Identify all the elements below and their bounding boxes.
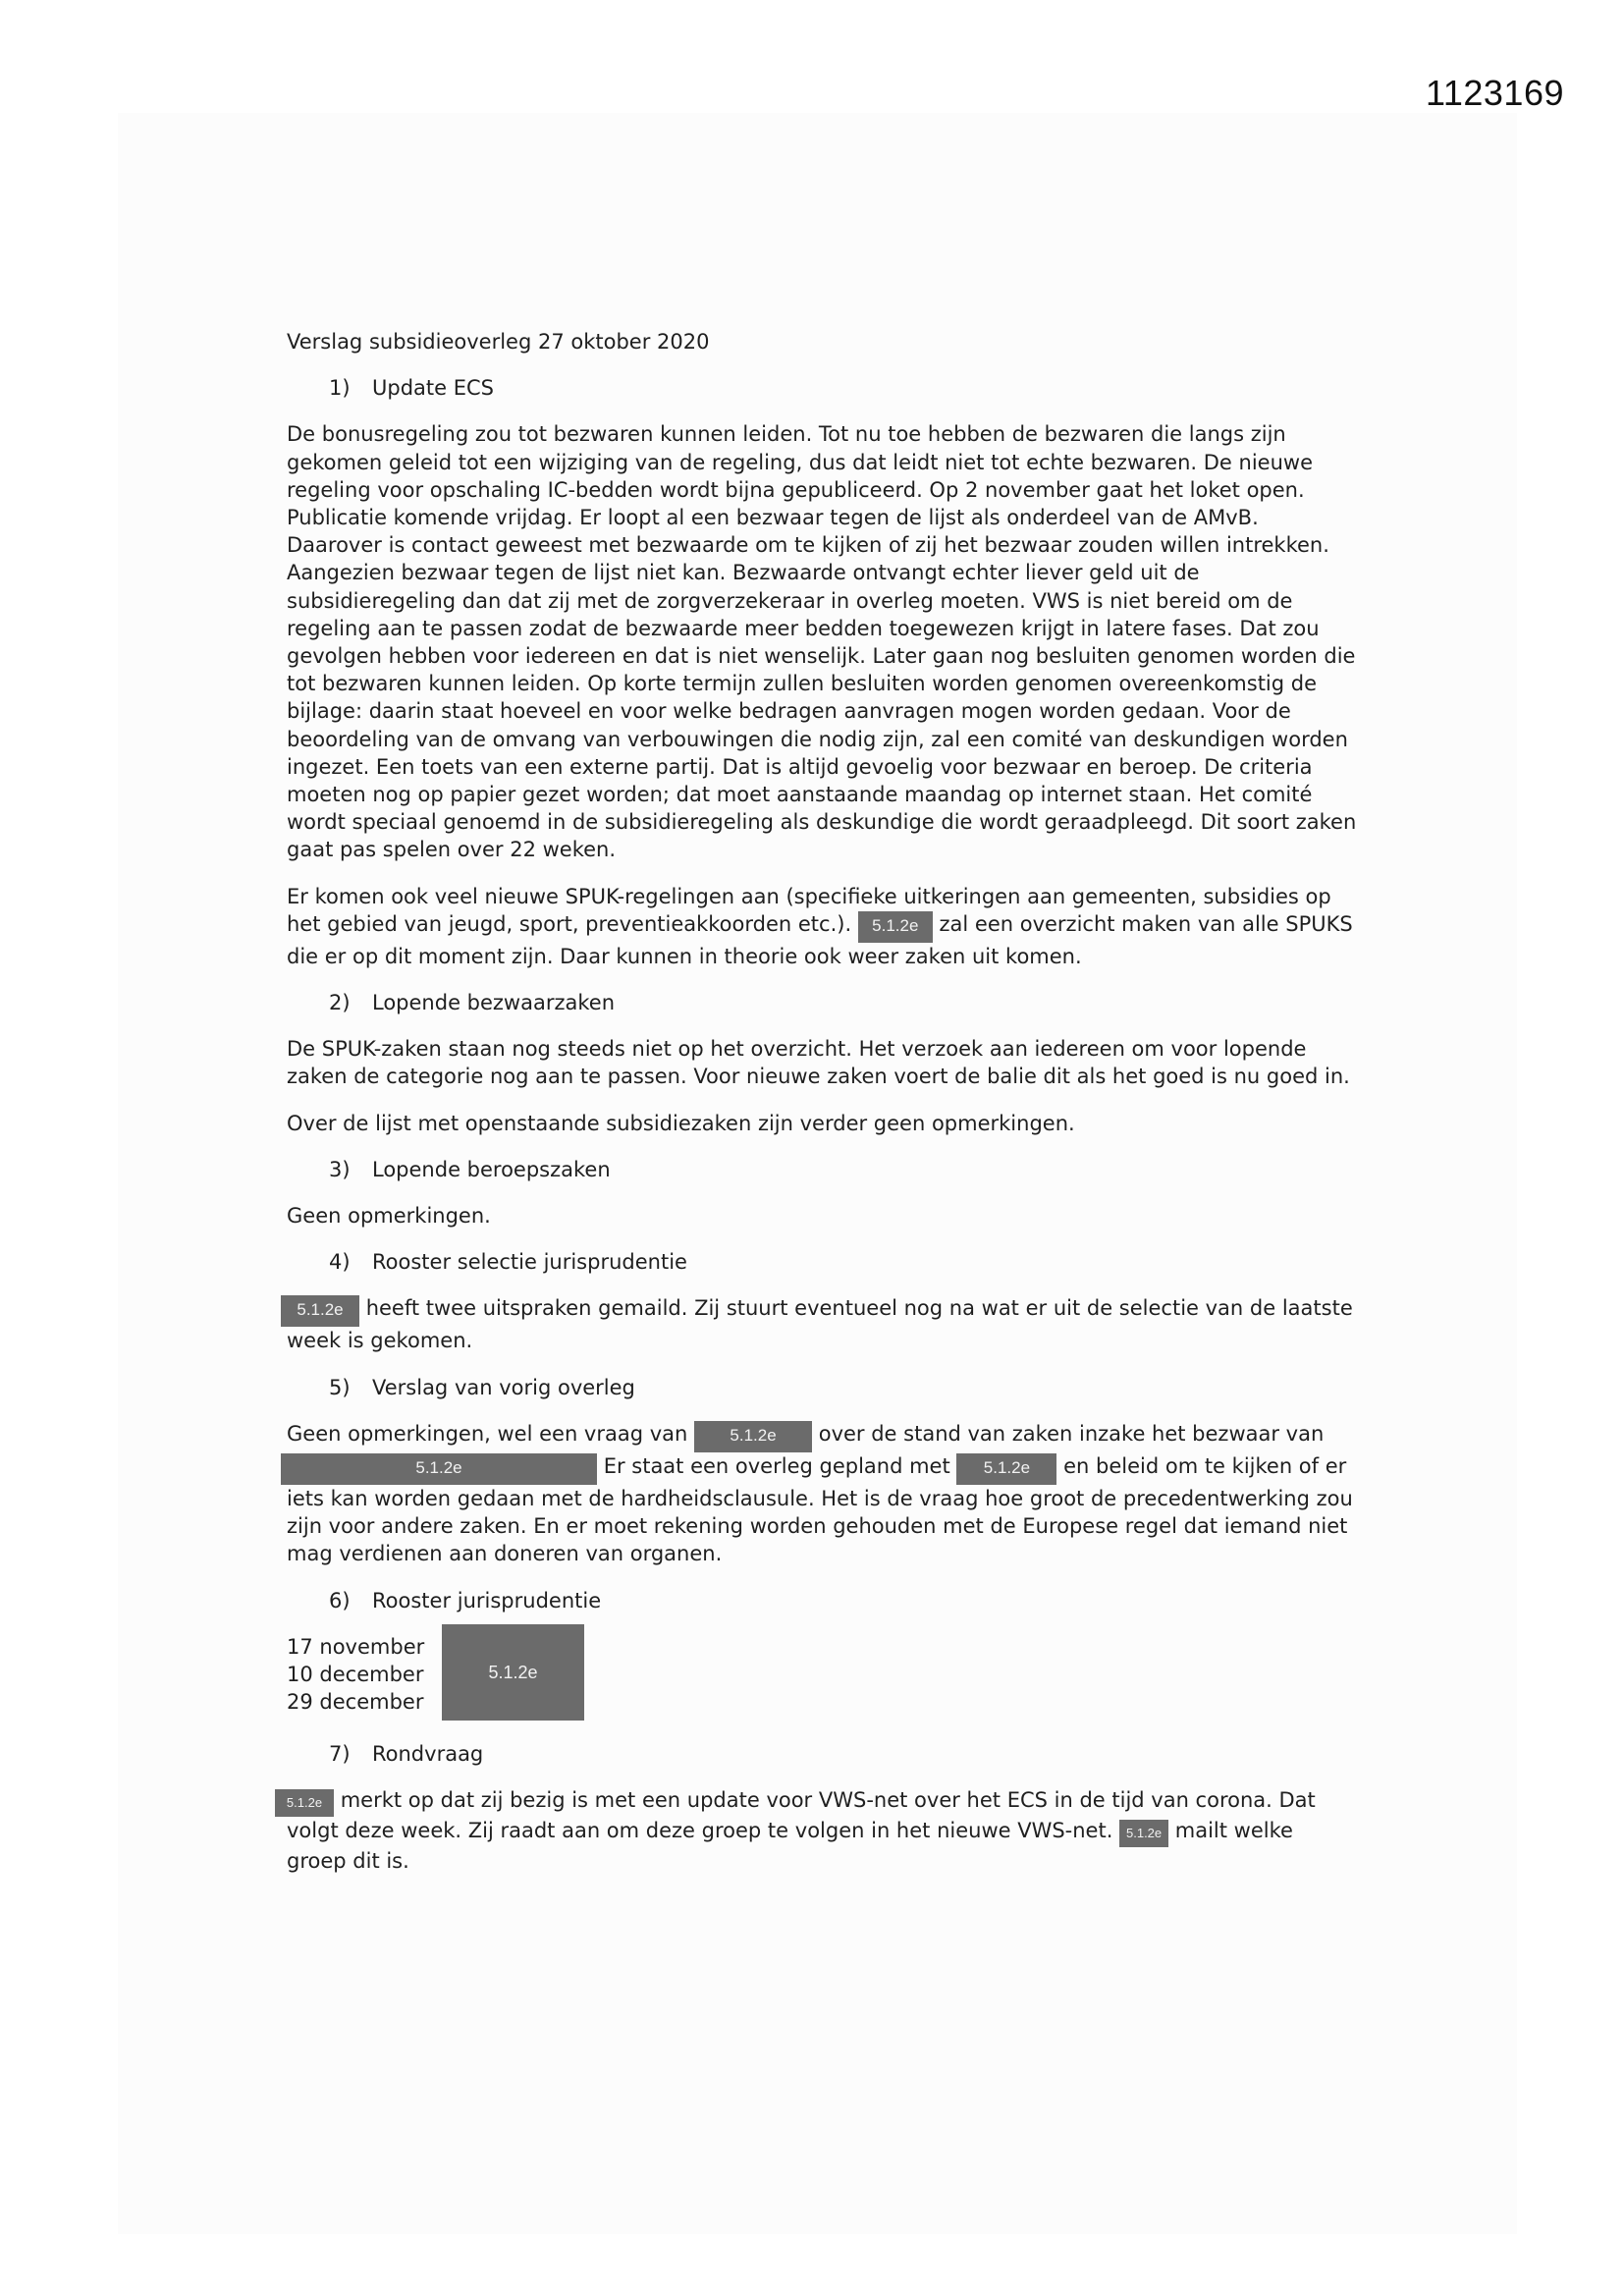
section-heading-7: 7) Rondvraag xyxy=(329,1741,484,1766)
redaction-box: 5.1.2e xyxy=(956,1453,1056,1485)
redaction-box: 5.1.2e xyxy=(275,1789,334,1817)
redaction-box: 5.1.2e xyxy=(1119,1820,1168,1847)
section-heading-6: 6) Rooster jurisprudentie xyxy=(329,1588,602,1613)
section-2-paragraph-2: Over de lijst met openstaande subsidiezaken zijn verder geen opmerkingen. xyxy=(287,1111,1075,1135)
section-3-paragraph-1: Geen opmerkingen. xyxy=(287,1204,491,1229)
section-heading-1: 1) Update ECS xyxy=(329,376,494,401)
redaction-box: 5.1.2e xyxy=(281,1295,359,1327)
minutes-body xyxy=(287,328,1357,1893)
section-heading-5: 5) Verslag van vorig overleg xyxy=(329,1375,635,1399)
section-4-paragraph-1: 5.1.2e heeft twee uitspraken gemaild. Zij stuurt eventueel nog na wat er uit de selectie van de laatste week is gekomen. xyxy=(287,1294,1357,1354)
document-title: Verslag subsidieoverleg 27 oktober 2020 xyxy=(287,330,710,354)
section-heading-2: 2) Lopende bezwaarzaken xyxy=(329,991,616,1015)
jurisprudence-roster xyxy=(287,1633,1357,1722)
document-number: 1123169 xyxy=(1426,73,1564,113)
redaction-box: 5.1.2e xyxy=(442,1624,584,1721)
redaction-box: 5.1.2e xyxy=(281,1453,597,1485)
roster-dates xyxy=(287,1633,424,1717)
section-2-paragraph-1: De SPUK-zaken staan nog steeds niet op het overzicht. Het verzoek aan iedereen om voor lopende zaken de categorie nog aan te passen. Voor nieuwe zaken voert de balie dit als het goed is nu goed in. xyxy=(287,1037,1350,1089)
section-heading-3: 3) Lopende beroepszaken xyxy=(329,1157,611,1181)
redaction-box: 5.1.2e xyxy=(694,1421,812,1452)
section-heading-4: 4) Rooster selectie jurisprudentie xyxy=(329,1250,687,1275)
roster-date: 29 december xyxy=(287,1690,424,1715)
section-7-paragraph-1: 5.1.2e merkt op dat zij bezig is met een update voor VWS-net over het ECS in de tijd van corona. Dat volgt deze week. Zij raadt aan om deze groep te volgen in het nieuwe VWS-net. 5.1.2e mailt welke groep dit is. xyxy=(287,1786,1357,1875)
roster-date: 17 november xyxy=(287,1634,425,1659)
redaction-box: 5.1.2e xyxy=(858,911,933,943)
section-1-paragraph-1: De bonusregeling zou tot bezwaren kunnen leiden. Tot nu toe hebben de bezwaren die langs zijn gekomen geleid tot een wijziging van de regeling, dus dat leidt niet tot echte bezwaren. De nieuwe regeling voor opschaling IC-bedden wordt bijna gepubliceerd. Op 2 november gaat het loket open. Publicatie komende vrijdag. Er loopt al een bezwaar tegen de lijst als onderdeel van de AMvB. Daarover is contact geweest met bezwaarde om te kijken of zij het bezwaar zouden willen intrekken. Aangezien bezwaar tegen de lijst niet kan. Bezwaarde ontvangt echter liever geld uit de subsidieregeling dan dat zij met de zorgverzekeraar in overleg moeten. VWS is niet bereid om de regeling aan te passen zodat de bezwaarde meer bedden toegewezen krijgt in latere fases. Dat zou gevolgen hebben voor iedereen en dat is niet wenselijk. Later gaan nog besluiten genomen worden die tot bezwaren kunnen leiden. Op korte termijn zullen besluiten worden genomen overeenkomstig de bijlage: daarin staat hoeveel en voor welke bedragen aanvragen mogen worden gedaan. Voor de beoordeling van de omvang van verbouwingen die nodig zijn, zal een comité van deskundigen worden ingezet. Een toets van een externe partij. Dat is altijd gevoelig voor bezwaar en beroep. De criteria moeten nog op papier gezet worden; dat moet aanstaande maandag op internet staan. Het comité wordt speciaal genoemd in de subsidieregeling als deskundige die wordt geraadpleegd. Dit soort zaken gaat pas spelen over 22 weken. xyxy=(287,422,1357,862)
section-1-paragraph-2: Er komen ook veel nieuwe SPUK-regelingen aan (specifieke uitkeringen aan gemeenten, subsidies op het gebied van jeugd, sport, preventieakkoorden etc.). 5.1.2e zal een overzicht maken van alle SPUKS die er op dit moment zijn. Daar kunnen in theorie ook weer zaken uit komen. xyxy=(287,884,1353,968)
section-5-paragraph-1: Geen opmerkingen, wel een vraag van 5.1.2e over de stand van zaken inzake het bezwaar van 5.1.2e Er staat een overleg gepland met 5.1.2e en beleid om te kijken of er iets kan worden gedaan met de hardheidsclausule. Het is de vraag hoe groot de precedentwerking zou zijn voor andere zaken. En er moet rekening worden gehouden met de Europese regel dat iemand niet mag verdienen aan doneren van organen. xyxy=(287,1420,1357,1568)
roster-date: 10 december xyxy=(287,1662,424,1686)
